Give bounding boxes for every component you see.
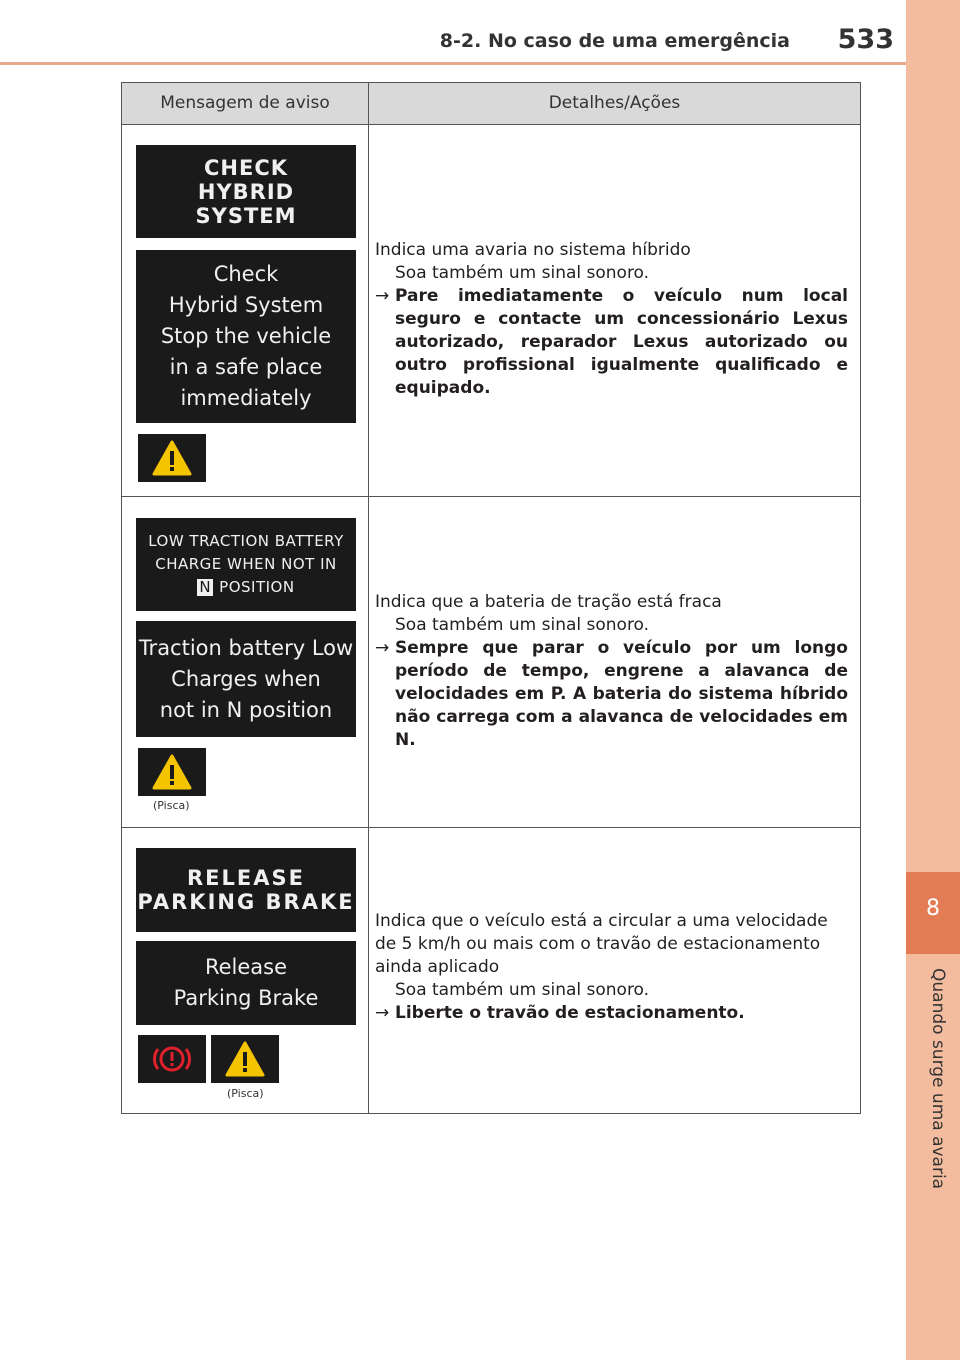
display-message-caps <box>136 518 356 611</box>
sound-note: Soa também um sinal sonoro. <box>395 980 650 1000</box>
warning-triangle-icon <box>138 748 206 796</box>
section-title: 8-2. No caso de uma emergência <box>439 30 790 52</box>
warning-table <box>121 82 861 1114</box>
display-line: Charges when <box>171 666 321 691</box>
details-cell <box>369 125 860 496</box>
display-line: CHECK <box>203 155 289 180</box>
details-text <box>375 239 848 400</box>
column-header-details: Detalhes/Ações <box>548 93 681 113</box>
action-text: Liberte o travão de estacionamento. <box>395 1003 745 1023</box>
display-message-caps <box>136 848 356 932</box>
display-line: PARKING BRAKE <box>137 890 355 914</box>
table-header <box>122 83 860 125</box>
action-instruction <box>375 1002 848 1025</box>
arrow-icon: → <box>375 1003 390 1023</box>
display-line: not in N position <box>159 697 333 722</box>
action-instruction <box>375 285 848 400</box>
display-line: SYSTEM <box>195 203 297 228</box>
warning-triangle-icon <box>138 434 206 482</box>
display-message-caps <box>136 145 356 238</box>
sound-note: Soa também um sinal sonoro. <box>395 615 650 635</box>
chapter-title: Quando surge uma avaria <box>928 968 948 1190</box>
display-message <box>136 941 356 1025</box>
blink-caption: (Pisca) <box>227 1087 264 1100</box>
display-message <box>136 250 356 423</box>
page-number: 533 <box>837 24 894 55</box>
action-instruction <box>375 637 848 752</box>
chapter-tab[interactable] <box>906 872 960 954</box>
display-message <box>136 621 356 737</box>
warning-triangle-icon <box>211 1035 279 1083</box>
table-row <box>122 828 860 1113</box>
column-header-message: Mensagem de aviso <box>122 83 369 124</box>
display-line: Release <box>204 955 288 979</box>
warning-message-cell <box>122 125 369 496</box>
display-line: Parking Brake <box>173 986 319 1010</box>
description: Indica uma avaria no sistema híbrido <box>375 240 691 260</box>
sound-note: Soa também um sinal sonoro. <box>395 263 650 283</box>
brake-warning-icon <box>138 1035 206 1083</box>
arrow-icon: → <box>375 286 390 306</box>
details-cell <box>369 828 860 1113</box>
display-line <box>197 576 294 599</box>
display-line: RELEASE <box>187 866 305 890</box>
details-text <box>375 591 848 752</box>
description: Indica que a bateria de tração está fraca <box>375 592 722 612</box>
chapter-number: 8 <box>926 896 940 921</box>
warning-message-cell <box>122 828 369 1113</box>
blink-caption: (Pisca) <box>153 799 190 812</box>
display-line: Stop the vehicle <box>160 324 332 348</box>
display-line: Check <box>213 262 279 286</box>
header-rule <box>0 62 906 65</box>
display-line: LOW TRACTION BATTERY <box>148 532 344 550</box>
display-line: CHARGE WHEN NOT IN <box>155 555 337 573</box>
display-line-text: POSITION <box>219 578 295 596</box>
display-line: HYBRID <box>197 179 295 204</box>
action-text: Pare imediatamente o veículo num local seguro e contacte um concessionário Lexus autorizado, reparador Lexus autorizado ou outro profissional igualmente qualificado e equipado. <box>395 286 848 398</box>
table-row <box>122 497 860 828</box>
display-line: immediately <box>180 386 312 410</box>
details-text <box>375 910 848 1025</box>
table-row <box>122 125 860 497</box>
arrow-icon: → <box>375 638 390 658</box>
gear-indicator: N <box>199 578 212 596</box>
action-text: Sempre que parar o veículo por um longo período de tempo, engrene a alavanca de velocidades em P. A bateria do sistema híbrido não carrega com a alavanca de velocidades em N. <box>395 638 848 750</box>
display-line: Traction battery Low <box>138 635 354 660</box>
warning-message-cell <box>122 497 369 827</box>
display-line: Hybrid System <box>168 293 324 317</box>
display-line: in a safe place <box>169 355 323 379</box>
description: Indica que o veículo está a circular a uma velocidade de 5 km/h ou mais com o travão de estacionamento ainda aplicado <box>375 911 828 977</box>
details-cell <box>369 497 860 827</box>
